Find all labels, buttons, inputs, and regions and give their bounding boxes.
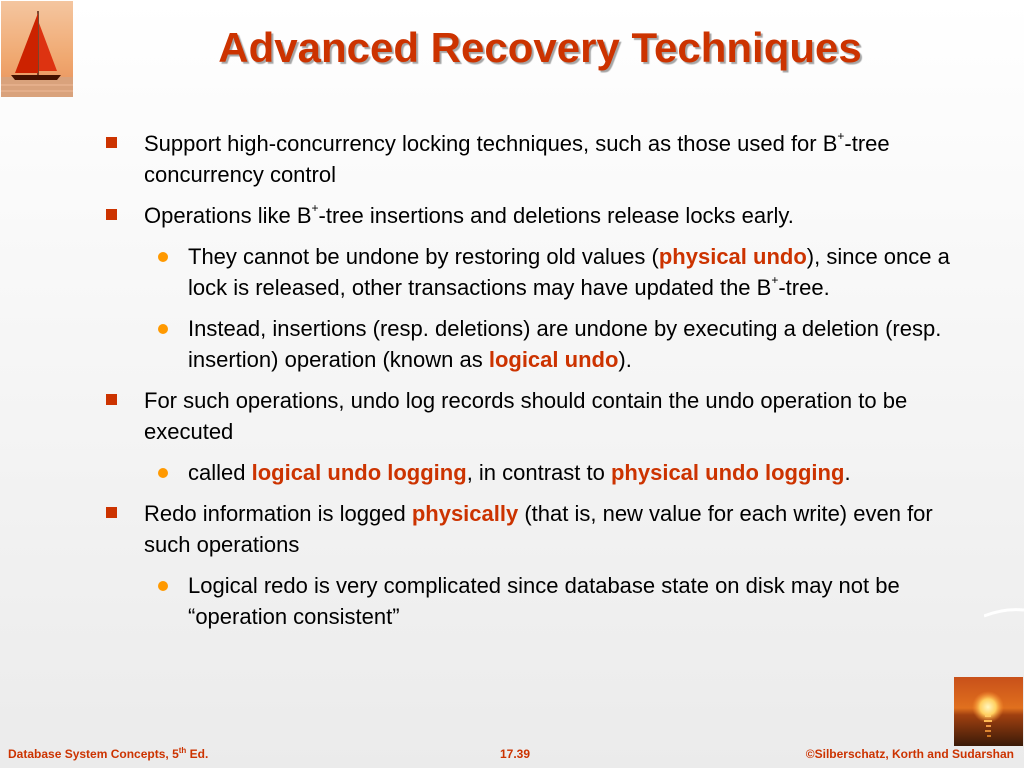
slide-title: Advanced Recovery Techniques xyxy=(218,24,862,71)
sub-bullet-item xyxy=(106,241,976,303)
bullet-text: Support high-concurrency locking techniques, such as those used for B xyxy=(144,131,838,156)
footer-book-title-text: Database System Concepts, 5 xyxy=(8,747,179,761)
bullet-item xyxy=(106,200,976,231)
sub-bullet-item xyxy=(106,457,976,488)
bullet-text: -tree insertions and deletions release locks early. xyxy=(318,203,794,228)
bullet-text: Logical redo is very complicated since database state on disk may not be “operation consistent” xyxy=(188,573,900,629)
bullet-text: Instead, insertions (resp. deletions) are undone by executing a deletion (resp. insertion) operation (known as xyxy=(188,316,942,372)
sunset-icon xyxy=(954,677,1023,746)
superscript: + xyxy=(311,201,319,215)
square-bullet-icon xyxy=(106,209,117,220)
dot-bullet-icon xyxy=(158,324,168,334)
footer-book-title xyxy=(8,747,208,761)
bullet-item xyxy=(106,498,976,560)
bullet-text: , in contrast to xyxy=(466,460,611,485)
footer-edition-sup: th xyxy=(178,746,187,755)
footer-copyright: ©Silberschatz, Korth and Sudarshan xyxy=(805,747,1014,761)
dot-bullet-icon xyxy=(158,468,168,478)
sub-bullet-item xyxy=(106,313,976,375)
footer-book-title-suffix: Ed. xyxy=(186,747,209,761)
bullet-text: ). xyxy=(618,347,632,372)
bullet-item xyxy=(106,128,976,190)
dot-bullet-icon xyxy=(158,252,168,262)
footer-slide-number: 17.39 xyxy=(500,747,531,761)
bullet-text: -tree. xyxy=(778,275,830,300)
bullet-text: They cannot be undone by restoring old values ( xyxy=(188,244,659,269)
superscript: + xyxy=(771,273,779,287)
bullet-text: called xyxy=(188,460,252,485)
bullet-text: . xyxy=(844,460,851,485)
bullet-text: -tree concurrency control xyxy=(144,131,890,187)
highlight-term: physical undo logging xyxy=(610,460,845,485)
highlight-term: physical undo xyxy=(658,244,807,269)
highlight-term: logical undo logging xyxy=(251,460,467,485)
highlight-term: physically xyxy=(411,501,519,526)
dot-bullet-icon xyxy=(158,581,168,591)
decorative-swoosh-icon xyxy=(984,605,1024,615)
square-bullet-icon xyxy=(106,394,117,405)
highlight-term: logical undo xyxy=(488,347,619,372)
square-bullet-icon xyxy=(106,507,117,518)
sub-bullet-item xyxy=(106,570,976,632)
bullet-text: (that is, new value for each write) even for such operations xyxy=(144,501,933,557)
bullet-text: Operations like B xyxy=(144,203,312,228)
square-bullet-icon xyxy=(106,137,117,148)
bullet-list xyxy=(106,128,976,642)
superscript: + xyxy=(837,129,845,143)
bullet-text: Redo information is logged xyxy=(144,501,412,526)
bullet-text: ), since once a lock is released, other transactions may have updated the B xyxy=(188,244,950,300)
bullet-item xyxy=(106,385,976,447)
bullet-text: For such operations, undo log records should contain the undo operation to be executed xyxy=(144,388,908,444)
